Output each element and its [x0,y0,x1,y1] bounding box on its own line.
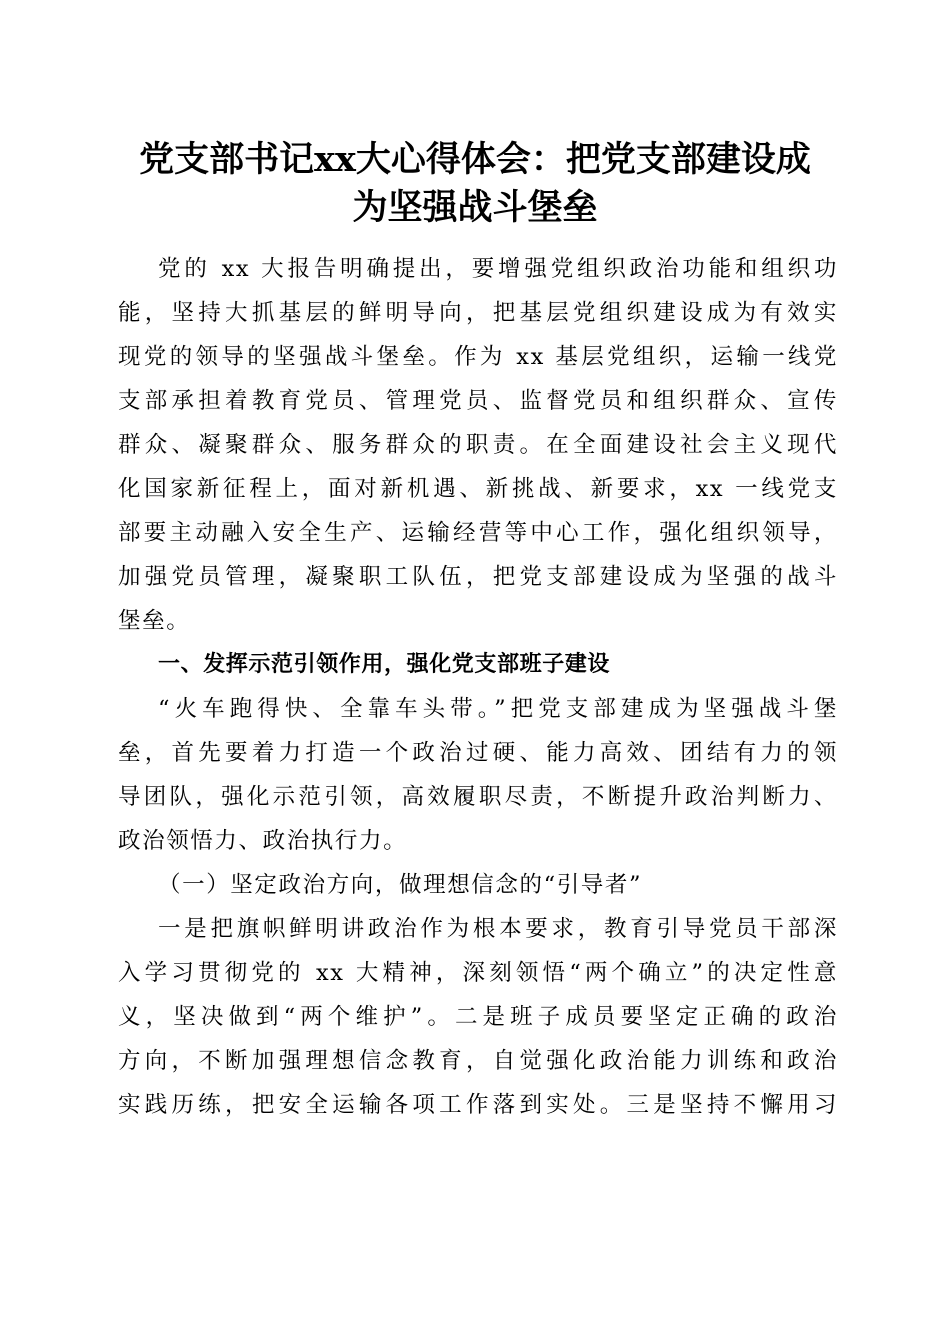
paragraph-line: “火车跑得快、全靠车头带。”把党支部建成为坚强战斗堡 [158,696,838,722]
paragraph-line: 入学习贯彻党的 xx 大精神，深刻领悟“两个确立”的决定性意 [118,960,838,986]
paragraph-line: 加强党员管理，凝聚职工队伍，把党支部建设成为坚强的战斗 [118,564,838,590]
paragraph-line: 方向，不断加强理想信念教育，自觉强化政治能力训练和政治 [118,1048,838,1074]
paragraph-line: 党的 xx 大报告明确提出，要增强党组织政治功能和组织功 [158,256,838,282]
paragraph-line: 群众、凝聚群众、服务群众的职责。在全面建设社会主义现代 [118,432,838,458]
paragraph-line: 支部承担着教育党员、管理党员、监督党员和组织群众、宣传 [118,388,838,414]
document-title-line-2: 为坚强战斗堡垒 [352,187,598,228]
paragraph-intro [118,247,838,643]
paragraph-subsection-one [118,907,838,1127]
paragraph-section-one [118,687,838,863]
subsection-heading: （一）坚定政治方向，做理想信念的“引导者” [158,872,643,898]
paragraph-line: 化国家新征程上，面对新机遇、新挑战、新要求，xx 一线党支 [118,476,838,502]
document-body [118,247,838,1127]
section-heading: 一、发挥示范引领作用，强化党支部班子建设 [158,652,611,677]
document-title-line-1: 党支部书记xx大心得体会：把党支部建设成 [139,139,811,180]
paragraph-line: 义，坚决做到“两个维护”。二是班子成员要坚定正确的政治 [118,1004,838,1030]
paragraph-line: 能，坚持大抓基层的鲜明导向，把基层党组织建设成为有效实 [118,300,838,326]
paragraph-line: 现党的领导的坚强战斗堡垒。作为 xx 基层党组织，运输一线党 [118,344,838,370]
paragraph-line: 垒，首先要着力打造一个政治过硬、能力高效、团结有力的领 [118,740,838,766]
paragraph-line: 政治领悟力、政治执行力。 [118,828,408,854]
paragraph-line: 部要主动融入安全生产、运输经营等中心工作，强化组织领导， [118,520,838,546]
paragraph-line: 实践历练，把安全运输各项工作落到实处。三是坚持不懈用习 [118,1092,838,1118]
paragraph-line: 一是把旗帜鲜明讲政治作为根本要求，教育引导党员干部深 [158,916,838,942]
paragraph-line: 导团队，强化示范引领，高效履职尽责，不断提升政治判断力、 [118,784,838,810]
paragraph-line: 堡垒。 [118,608,191,634]
